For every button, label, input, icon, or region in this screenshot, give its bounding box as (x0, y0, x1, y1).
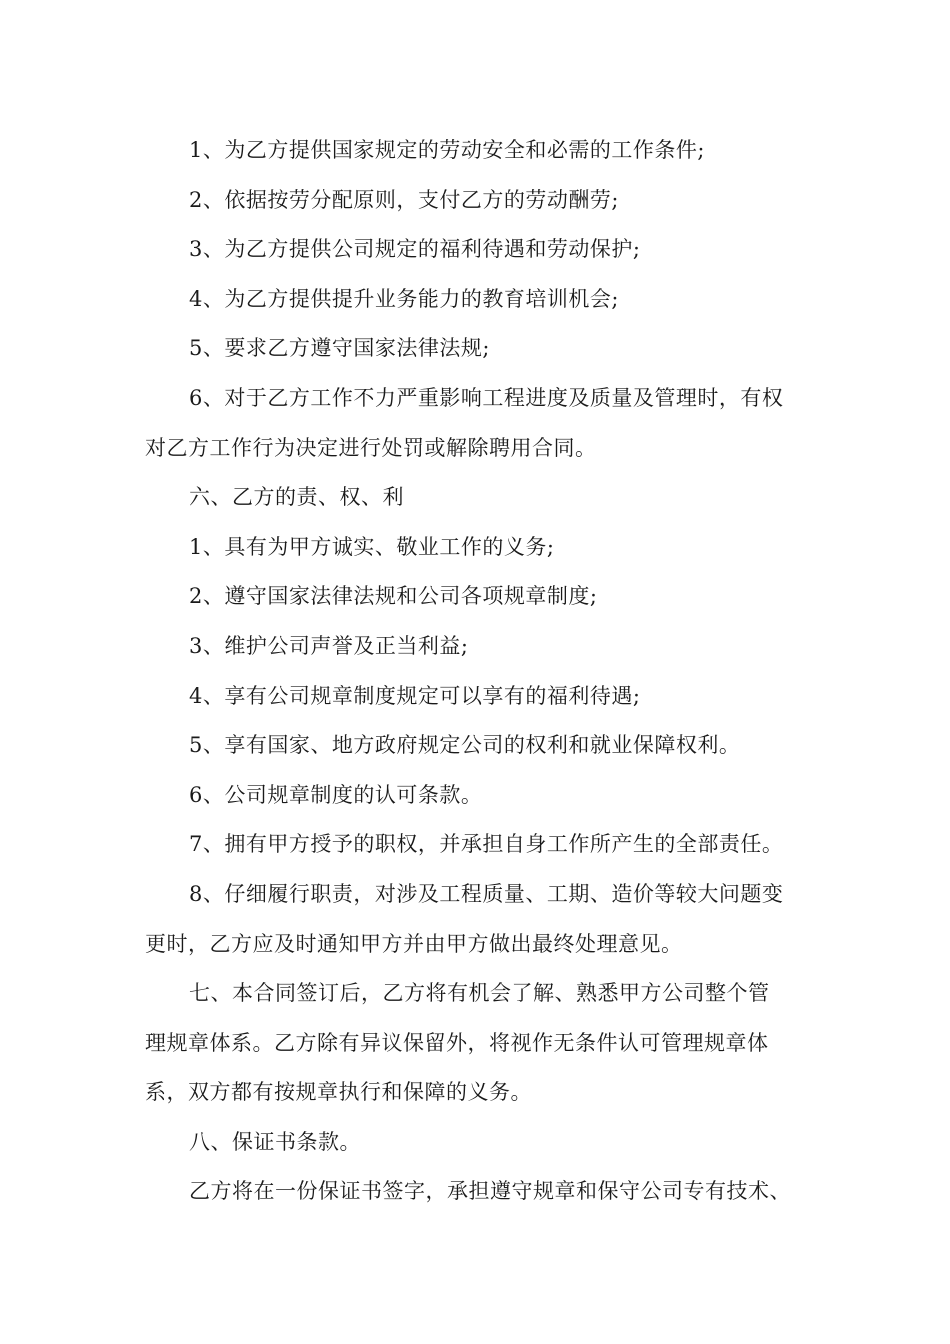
section-heading: 八、保证书条款。 (189, 1129, 361, 1154)
document-body (145, 126, 825, 1217)
clause-line: 2、遵守国家法律法规和公司各项规章制度; (189, 584, 598, 609)
clause-line: 1、为乙方提供国家规定的劳动安全和必需的工作条件; (189, 138, 705, 162)
clause-line: 3、为乙方提供公司规定的福利待遇和劳动保护; (189, 237, 641, 262)
clause-line: 6、公司规章制度的认可条款。 (189, 782, 483, 807)
clause-line: 4、享有公司规章制度规定可以享有的福利待遇; (189, 683, 641, 708)
clause-continuation-line: 更时，乙方应及时通知甲方并由甲方做出最终处理意见。 (145, 931, 683, 956)
clause-line: 2、依据按劳分配原则，支付乙方的劳动酬劳; (189, 187, 619, 212)
clause-continuation-line: 对乙方工作行为决定进行处罚或解除聘用合同。 (145, 435, 597, 460)
section-paragraph-line: 乙方将在一份保证书签字，承担遵守规章和保守公司专有技术、 (189, 1179, 791, 1204)
clause-line: 7、拥有甲方授予的职权，并承担自身工作所产生的全部责任。 (189, 832, 784, 857)
clause-line: 6、对于乙方工作不力严重影响工程进度及质量及管理时，有权 (189, 385, 784, 410)
section-paragraph-line: 七、本合同签订后，乙方将有机会了解、熟悉甲方公司整个管 (189, 981, 770, 1006)
clause-line: 8、仔细履行职责，对涉及工程质量、工期、造价等较大问题变 (189, 881, 784, 906)
clause-line: 5、要求乙方遵守国家法律法规; (189, 336, 490, 361)
section-paragraph-line: 理规章体系。乙方除有异议保留外，将视作无条件认可管理规章体 (145, 1030, 769, 1055)
clause-line: 1、具有为甲方诚实、敬业工作的义务; (189, 534, 555, 559)
section-heading: 六、乙方的责、权、利 (189, 485, 404, 510)
section-paragraph-line: 系，双方都有按规章执行和保障的义务。 (145, 1080, 532, 1105)
clause-line: 5、享有国家、地方政府规定公司的权利和就业保障权利。 (189, 733, 741, 758)
clause-line: 4、为乙方提供提升业务能力的教育培训机会; (189, 286, 619, 311)
clause-line: 3、维护公司声誉及正当利益; (189, 633, 469, 658)
